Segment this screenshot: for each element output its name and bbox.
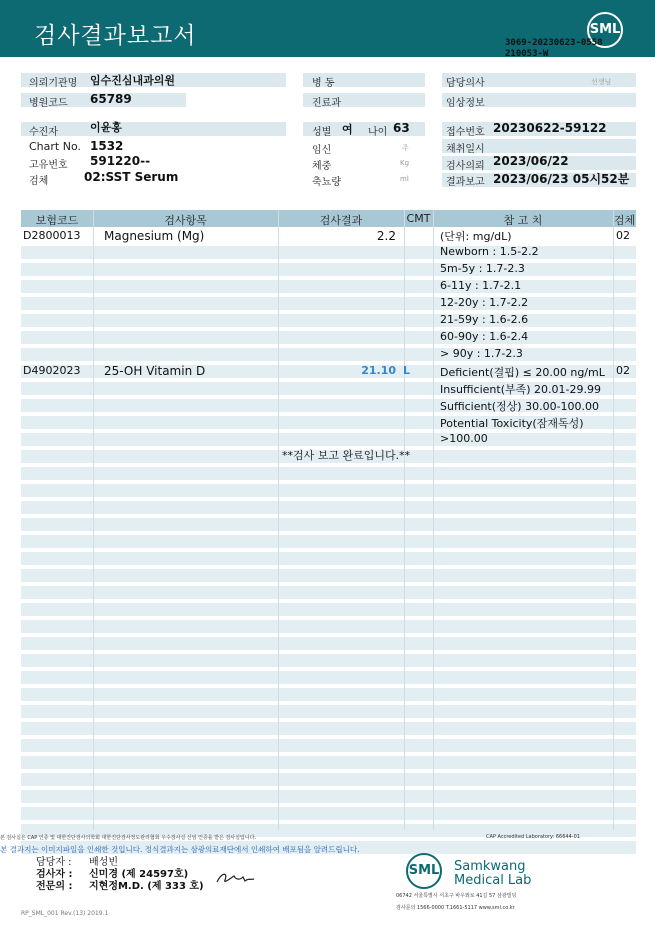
form-number: RP_SML_001 Rev.(13) 2019.1 xyxy=(21,910,109,917)
table-stripe xyxy=(21,688,636,701)
clinical-label: 임상정보 xyxy=(446,98,485,109)
unique-value: 591220-- xyxy=(90,154,151,168)
table-stripe xyxy=(21,722,636,735)
col-divider-2 xyxy=(278,210,279,830)
tester1-label: 담당자 : xyxy=(36,857,72,868)
company-name-line1: Samkwang xyxy=(454,859,526,874)
row2-ref-0: Deficient(결핍) ≤ 20.00 ng/mL xyxy=(440,366,605,379)
row1-item: Magnesium (Mg) xyxy=(104,229,205,243)
row1-result: 2.2 xyxy=(376,229,396,243)
table-stripe xyxy=(21,433,636,446)
table-stripe xyxy=(21,263,636,276)
table-stripe xyxy=(21,314,636,327)
tester2-value: 신미경 (제 24597호) xyxy=(89,869,189,880)
signature-image xyxy=(214,868,256,886)
col-divider-5 xyxy=(613,210,614,830)
weight-unit: Kg xyxy=(400,159,410,167)
serial-line-2: 210053-W xyxy=(505,49,549,59)
collection-label: 채취일시 xyxy=(446,144,485,155)
age-label: 나이 xyxy=(368,127,388,138)
table-stripe xyxy=(21,773,636,786)
table-stripe xyxy=(21,705,636,718)
serial-number xyxy=(505,38,603,60)
row1-code: D2800013 xyxy=(23,229,81,242)
ward-label: 병 동 xyxy=(312,78,335,89)
specimen-value: 02:SST Serum xyxy=(84,170,179,184)
table-stripe xyxy=(21,807,636,820)
table-stripe xyxy=(21,790,636,803)
completion-note: **검사 보고 완료입니다.** xyxy=(282,449,411,462)
row1-ref-0: (단위: mg/dL) xyxy=(440,230,512,243)
institution-label: 의뢰기관명 xyxy=(29,78,78,89)
row1-ref-1: Newborn : 1.5-2.2 xyxy=(440,245,539,258)
table-stripe xyxy=(21,756,636,769)
table-stripe xyxy=(21,620,636,633)
hospital-code-label: 병원코드 xyxy=(29,98,68,109)
hospital-code-value: 65789 xyxy=(90,92,132,106)
row2-ref-2: Sufficient(정상) 30.00-100.00 xyxy=(440,400,600,413)
report-time-value: 2023/06/23 05시52분 xyxy=(493,172,630,186)
row2-low-flag: L xyxy=(403,364,411,377)
patient-value: 이윤홍 xyxy=(90,121,122,134)
tester2-label: 검사자 : xyxy=(36,869,73,880)
row2-result: 21.10 xyxy=(361,364,396,377)
receipt-value: 20230622-59122 xyxy=(493,121,607,135)
table-stripe xyxy=(21,586,636,599)
sex-value: 여 xyxy=(342,123,353,136)
pregnancy-unit: 주 xyxy=(402,144,409,152)
row1-specimen: 02 xyxy=(616,229,630,242)
sex-label: 성별 xyxy=(312,127,332,138)
serial-line-1: 3069-20230623-0558 xyxy=(505,38,603,48)
th-reference: 참 고 치 xyxy=(503,214,543,227)
th-code: 보험코드 xyxy=(35,214,79,227)
col-divider-1 xyxy=(93,210,94,830)
table-stripe xyxy=(21,569,636,582)
print-notice: 본 결과지는 이미지파일을 인쇄한 것입니다. 정식결과지는 삼광의료재단에서 인쇄하여 배포됨을 알려드립니다. xyxy=(0,845,360,854)
th-cmt: CMT xyxy=(406,212,431,225)
table-stripe xyxy=(21,739,636,752)
row2-ref-1: Insufficient(부족) 20.01-29.99 xyxy=(440,383,601,396)
row2-ref-4: >100.00 xyxy=(440,432,488,445)
table-stripe xyxy=(21,501,636,514)
chart-value: 1532 xyxy=(90,139,124,153)
col-divider-3 xyxy=(404,210,405,830)
patient-band xyxy=(21,122,286,136)
row1-ref-3: 6-11y : 1.7-2.1 xyxy=(440,279,522,292)
specialist-value: 지현정M.D. (제 333 호) xyxy=(89,881,204,892)
tester1-value: 배성빈 xyxy=(89,857,118,868)
table-stripe xyxy=(21,535,636,548)
row2-specimen: 02 xyxy=(616,364,630,377)
receipt-label: 접수번호 xyxy=(446,127,485,138)
patient-label: 수진자 xyxy=(29,127,58,138)
row2-item: 25-OH Vitamin D xyxy=(104,364,206,378)
row1-ref-7: > 90y : 1.7-2.3 xyxy=(440,347,523,360)
cert-left: 본 검사실은 CAP 인증 및 대한진단검사의학회 대한진단검사정도관리협회 우수검사실 신임 인증을 받은 검사실입니다. xyxy=(0,835,257,841)
table-stripe xyxy=(21,637,636,650)
table-stripe xyxy=(21,280,636,293)
row2-code: D4902023 xyxy=(23,364,81,377)
row1-ref-4: 12-20y : 1.7-2.2 xyxy=(440,296,529,309)
table-stripe xyxy=(21,297,636,310)
sml-logo: SML xyxy=(587,12,623,48)
table-stripe xyxy=(21,654,636,667)
cert-right: CAP Accredited Laboratory: 66644-01 xyxy=(486,834,580,840)
dept-label: 진료과 xyxy=(312,98,341,109)
table-stripe xyxy=(21,467,636,480)
th-result: 검사결과 xyxy=(319,214,363,227)
institution-value: 임수진심내과의원 xyxy=(90,74,176,87)
specialist-label: 전문의 : xyxy=(36,881,73,892)
company-name-line2: Medical Lab xyxy=(454,873,532,888)
weight-label: 체중 xyxy=(312,161,332,172)
table-stripe xyxy=(21,603,636,616)
age-value: 63 xyxy=(393,121,410,135)
footer-logo: SML xyxy=(406,853,442,889)
th-item: 검사항목 xyxy=(164,214,207,227)
row2-ref-3: Potential Toxicity(잠재독성) xyxy=(440,417,584,430)
request-value: 2023/06/22 xyxy=(493,154,569,168)
urine-unit: ml xyxy=(400,175,409,183)
th-specimen: 검체 xyxy=(613,214,636,227)
specimen-label: 검체 xyxy=(29,176,49,187)
report-title: 검사결과보고서 xyxy=(34,23,197,49)
request-label: 검사의뢰 xyxy=(446,161,485,172)
company-contact: 검사문의 1566-0000 T.1661-5117 www.sml.co.kr xyxy=(396,905,515,911)
row1-ref-2: 5m-5y : 1.7-2.3 xyxy=(440,262,525,275)
unique-label: 고유번호 xyxy=(29,160,68,171)
table-stripe xyxy=(21,484,636,497)
doctor-suffix: 선생님 xyxy=(591,78,612,86)
row1-ref-6: 60-90y : 1.6-2.4 xyxy=(440,330,529,343)
doctor-label: 담당의사 xyxy=(446,78,485,89)
company-address: 06742 서울특별시 서초구 바우뫼로 41길 57 삼광빌딩 xyxy=(396,893,517,899)
chart-label: Chart No. xyxy=(29,140,81,153)
table-stripe xyxy=(21,331,636,344)
table-stripe xyxy=(21,246,636,259)
table-stripe xyxy=(21,348,636,361)
report-time-label: 결과보고 xyxy=(446,177,485,188)
urine-label: 축뇨량 xyxy=(312,177,341,188)
table-stripe xyxy=(21,552,636,565)
table-stripe xyxy=(21,518,636,531)
row1-ref-5: 21-59y : 1.6-2.6 xyxy=(440,313,529,326)
table-stripe xyxy=(21,671,636,684)
col-divider-4 xyxy=(433,210,434,830)
pregnancy-label: 임신 xyxy=(312,145,332,156)
